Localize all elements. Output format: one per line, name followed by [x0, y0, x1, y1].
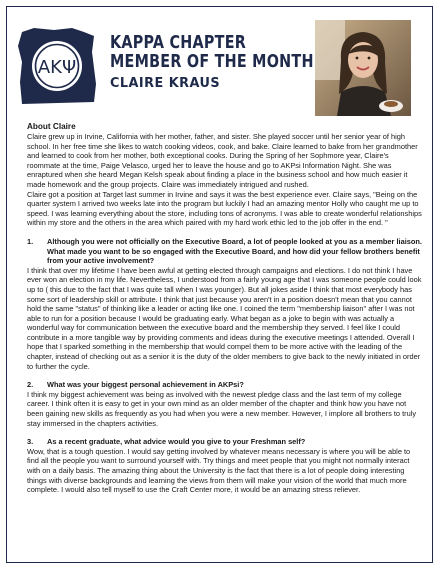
about-paragraph-1: Claire grew up in Irvine, California with her mother, father, and sister. She played soccer until her senior year of high school. In her free time she likes to watch cooking videos, cook, and bake. Claire learned to bake from her grandmother and learned to cook from her mother, both exceptional cooks. During the Spring of her Sophmore year, Claire's roommate at the time, Paige Velasco, urged her to leave the house and go to AKPsi Information Night. She was enraptured when she heard Megan Kelsh speak about finding a place in the business school and how much easier it made homework and the group projects. Claire was immediately intrigued and rushed.	[27, 132, 418, 189]
member-photo	[315, 20, 411, 116]
question-2	[27, 380, 423, 390]
article-body	[27, 122, 423, 495]
question-number: 1.	[27, 236, 34, 246]
answer-1: I think that over my lifetime I have been awful at getting elected through campaigns and elections. I do not think I have ever won an election in my life. Nevertheless, I understood from a fairly young age that I was someone people could look up to ( this due to the fact that I was quite tall when I was younger). But all jokes aside I think that most everybody has some sort of leadership skill or attribute. I think that just because you aren't in a position doesn't mean that you cannot hold the same "status" of thinking like a leader or acting like one. I coined the term "membership liaison" after I was not able to run for a position because I would be graduating early. What began as a joke to begin with was actually a wonderful way for communication between the executive board and the membership they served. I feel like I could contribute in a more tangible way by providing comments and ideas during the executive meetings I attended. Overall I hope that I sparked something in the membership that would compel them to be more active with the leading of the chapter, instead of checking out as a senior it is the duty of the older members to give back to the newly initiated in order to further the cycle.	[27, 265, 422, 371]
answer-2: I think my biggest achievement was being as involved with the newest pledge class and the last term of my college career. I think often it is easy to get in your own mind as an older member of the chapter and think how you have not been gaining new skills as frequently as you had when you were a new member. However, I implore all brothers to truly stay immersed in the chapters activities.	[27, 389, 417, 428]
question-number: 2.	[27, 380, 34, 390]
oregon-state-icon	[14, 22, 102, 110]
logo-letters: AKΨ	[37, 57, 77, 78]
answer-3: Wow, that is a tough question. I would say getting involved by whatever means necessary is where you will be able to find all the people you want to surround yourself with. Try things and meet people that you might not normally interact with on a daily basis. The amazing thing about the University is the fact that there is a lot of people doing interesting things with diverse backgrounds and learning the views from them will make your vision of the world that much more complete. I would also tell myself to use the Craft Center more, it would be an amazing stress reliever.	[27, 446, 411, 495]
header	[14, 18, 427, 118]
about-heading: About Claire	[27, 122, 76, 131]
chapter-logo	[14, 22, 102, 110]
question-1	[27, 237, 423, 266]
question-3	[27, 437, 423, 447]
question-text: Although you were not officially on the Executive Board, a lot of people looked at you as a member liaison. What made you want to be so engaged with the Executive Board, and how did your fellow brothers benefit from your active involvement?	[47, 236, 422, 266]
title-block	[110, 34, 315, 92]
question-number: 3.	[27, 437, 34, 447]
title-line-1: KAPPA CHAPTER	[110, 33, 247, 53]
member-name: CLAIRE KRAUS	[110, 75, 221, 91]
title-line-2: MEMBER OF THE MONTH	[110, 52, 314, 72]
portrait-image	[315, 20, 411, 116]
question-text: As a recent graduate, what advice would you give to your Freshman self?	[47, 437, 306, 447]
about-paragraph-2: Claire got a position at Target last summer in Irvine and says it was the best experience ever. Claire says, "Being on the quarter system I arrived two weeks late into the program but luckily I had an amazing mentor Holly who caught me up to speed. I was learning everything about the store, including tons of acronyms. I was able to create wonderful relationships within my store and the others in the area which paired with my hard work ethic led to the job offer in the end. "	[27, 189, 422, 228]
question-text: What was your biggest personal achievement in AKPsi?	[47, 380, 244, 390]
